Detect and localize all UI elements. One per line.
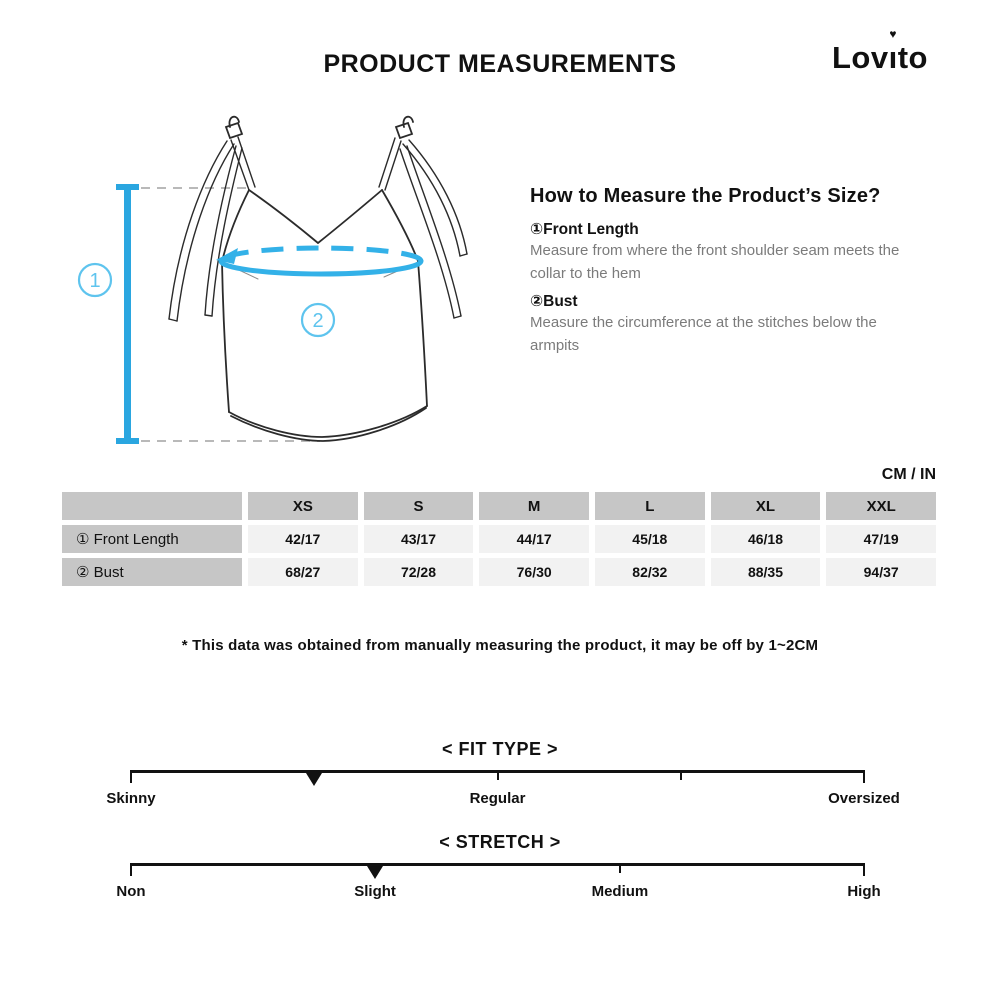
- table-header-l: L: [595, 492, 705, 520]
- logo-text-post: to: [897, 40, 928, 75]
- bust-s: 72/28: [364, 558, 474, 586]
- heart-dot-icon: ♥: [889, 27, 897, 41]
- svg-text:1: 1: [89, 270, 101, 292]
- fit-type-title: < FIT TYPE >: [441, 739, 559, 759]
- table-header-empty: [62, 492, 242, 520]
- scale-tick: [863, 770, 865, 783]
- garment-measurement-diagram: [60, 100, 510, 480]
- table-header-m: M: [479, 492, 589, 520]
- camisole-outline: [169, 117, 467, 441]
- stretch-scale-line: [131, 863, 864, 866]
- scale-label: Skinny: [106, 790, 156, 807]
- stretch-scale-labels: [116, 883, 881, 903]
- step-1-label: ①Front Length: [530, 221, 639, 238]
- bust-l: 82/32: [595, 558, 705, 586]
- logo-letter-i: [888, 27, 898, 76]
- circled-2-label: [302, 304, 334, 336]
- row-label-bust: ② Bust: [62, 558, 242, 586]
- table-header-xxl: XXL: [826, 492, 936, 520]
- scale-marker-triangle: [367, 866, 383, 879]
- stretch-title: < STRETCH >: [439, 832, 561, 852]
- lovito-logo: [831, 27, 928, 76]
- scale-tick: [619, 863, 621, 873]
- svg-text:2: 2: [312, 310, 324, 332]
- logo-text-pre: Lov: [831, 40, 889, 75]
- bust-xxl: 94/37: [826, 558, 936, 586]
- scale-tick: [680, 770, 682, 780]
- scale-label: Regular: [469, 790, 526, 807]
- bust-m: 76/30: [479, 558, 589, 586]
- front-length-l: 45/18: [595, 525, 705, 553]
- front-length-m: 44/17: [479, 525, 589, 553]
- size-table: [62, 492, 936, 586]
- scale-label: Medium: [591, 883, 649, 900]
- fit-type-scale-labels: [106, 790, 900, 810]
- bust-xl: 88/35: [711, 558, 821, 586]
- row-label-front-length: ① Front Length: [62, 525, 242, 553]
- how-to-title: How to Measure the Product’s Size?: [530, 185, 881, 207]
- front-length-indicator: [116, 184, 139, 444]
- table-header-s: S: [364, 492, 474, 520]
- scale-label: Slight: [354, 883, 396, 900]
- circled-1-label: [79, 264, 111, 296]
- bust-indicator: [216, 248, 421, 274]
- scale-label: High: [847, 883, 881, 900]
- step-1-description: Measure from where the front shoulder seam meets the collar to the hem: [530, 242, 900, 283]
- scale-marker-triangle: [306, 773, 322, 786]
- table-header-xl: XL: [711, 492, 821, 520]
- scale-tick: [497, 770, 499, 780]
- bust-xs: 68/27: [248, 558, 358, 586]
- step-2-label: ②Bust: [530, 292, 578, 310]
- scale-tick: [863, 863, 865, 876]
- scale-tick: [130, 770, 132, 783]
- unit-label: CM / IN: [881, 466, 936, 483]
- front-length-xs: 42/17: [248, 525, 358, 553]
- scale-tick: [130, 863, 132, 876]
- front-length-s: 43/17: [364, 525, 474, 553]
- page-title: PRODUCT MEASUREMENTS: [323, 50, 677, 78]
- measurement-disclaimer: * This data was obtained from manually measuring the product, it may be off by 1~2CM: [181, 637, 819, 654]
- scale-label: Oversized: [828, 790, 900, 807]
- how-to-measure-section: [530, 185, 930, 357]
- step-2-description: Measure the circumference at the stitches below the armpits: [530, 313, 877, 354]
- front-length-xxl: 47/19: [826, 525, 936, 553]
- front-length-xl: 46/18: [711, 525, 821, 553]
- table-header-xs: XS: [248, 492, 358, 520]
- scale-label: Non: [116, 883, 146, 900]
- dashed-guide-lines: [141, 188, 320, 441]
- fit-type-scale-line: [131, 770, 864, 773]
- logo-dotless-i: ı: [888, 40, 898, 75]
